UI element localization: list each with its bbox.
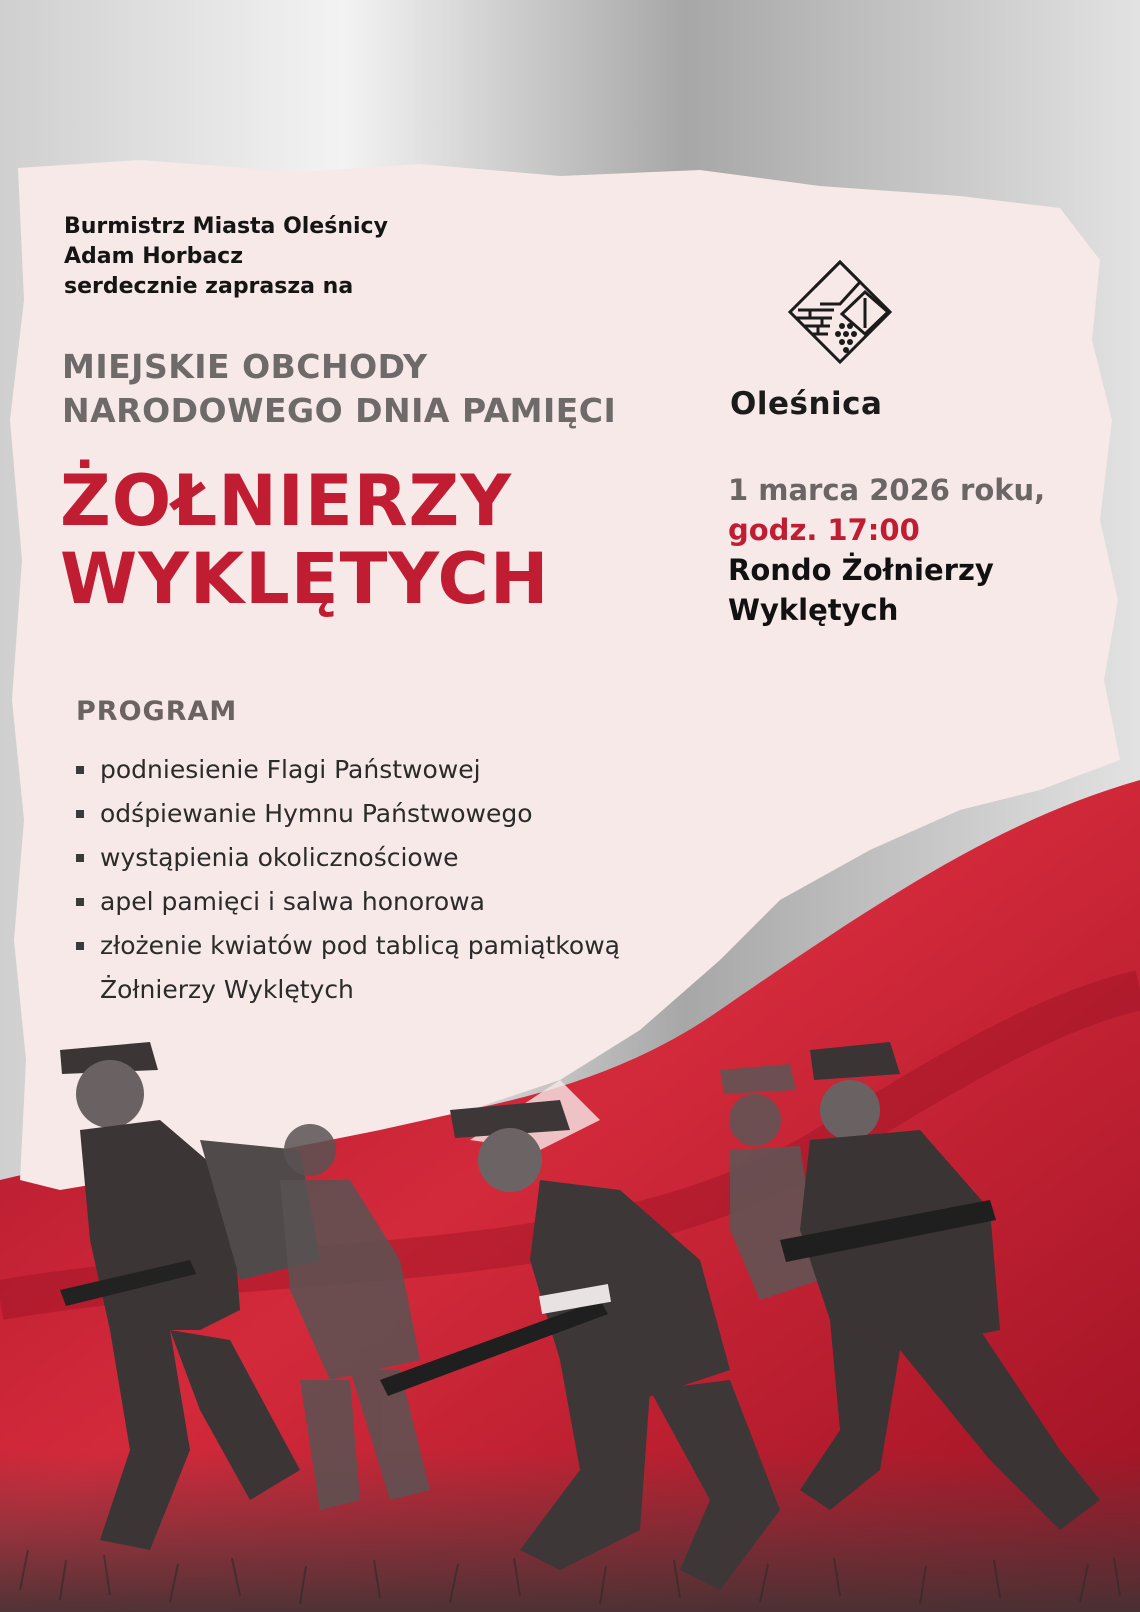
invitation-line-2: Adam Horbacz	[64, 244, 244, 269]
logo-city-name: Oleśnica	[730, 386, 883, 422]
invitation-line-1: Burmistrz Miasta Oleśnicy	[64, 214, 388, 239]
event-subtitle	[62, 345, 682, 433]
program-item: apel pamięci i salwa honorowa	[74, 880, 714, 924]
subtitle-line-2: NARODOWEGO DNIA PAMIĘCI	[62, 391, 617, 430]
soldiers-running-photo-icon	[0, 1030, 1140, 1612]
program-item: wystąpienia okolicznościowe	[74, 836, 714, 880]
headline-line-2: WYKLĘTYCH	[60, 538, 550, 620]
program-item: złożenie kwiatów pod tablicą pamiątkową Żołnierzy Wyklętych	[74, 924, 714, 1012]
program-title: PROGRAM	[76, 696, 238, 727]
event-date: 1 marca 2026 roku,	[728, 473, 1046, 507]
subtitle-line-1: MIEJSKIE OBCHODY	[62, 347, 428, 386]
invitation-line-3: serdecznie zaprasza na	[64, 274, 354, 299]
event-place-line-2: Wyklętych	[728, 593, 899, 627]
event-time: godz. 17:00	[728, 513, 920, 547]
event-headline	[60, 462, 720, 618]
program-list	[74, 748, 714, 1012]
program-item: odśpiewanie Hymnu Państwowego	[74, 792, 714, 836]
headline-line-1: ŻOŁNIERZY	[60, 460, 513, 542]
event-details	[728, 470, 1128, 630]
program-item: podniesienie Flagi Państwowej	[74, 748, 714, 792]
event-place-line-1: Rondo Żołnierzy	[728, 553, 994, 587]
invitation-text	[64, 212, 484, 302]
